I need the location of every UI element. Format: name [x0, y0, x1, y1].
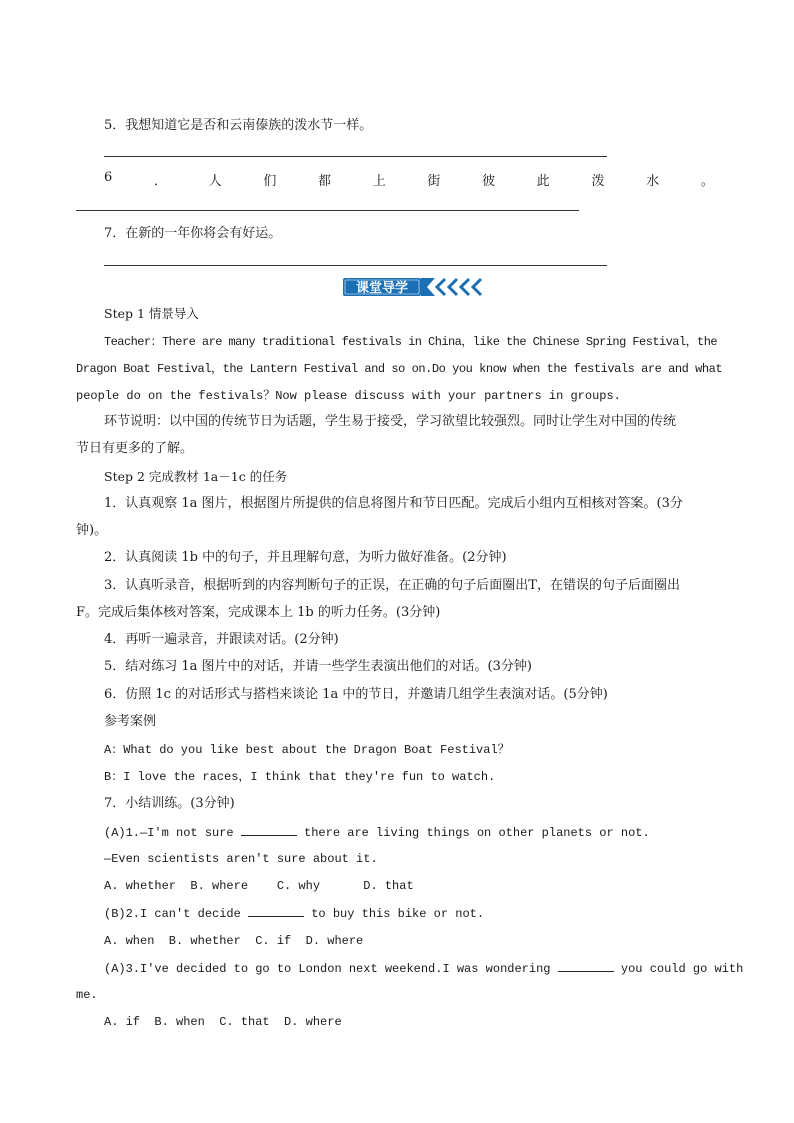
step2-task3-line1: 3．认真听录音，根据听到的内容判断句子的正误，在正确的句子后面圈出T，在错误的句子后面圈出 [104, 578, 680, 593]
exercise-q1-stem-end: there are living things on other planets or not. [304, 826, 650, 840]
step1-teacher-line2: Dragon Boat Festival，the Lantern Festival and so on.Do you know when the festivals are and what [76, 362, 723, 376]
q6-char: 彼 [482, 174, 496, 189]
exercise-q2 [104, 905, 484, 922]
step1-note-line2: 节日有更多的了解。 [76, 441, 194, 456]
step2-task6: 6．仿照 1c 的对话形式与搭档来谈论 1a 中的节日，并邀请几组学生表演对话。(5分钟) [104, 687, 608, 702]
chevron-left-icon [449, 279, 457, 295]
reference-title: 参考案例 [104, 714, 157, 729]
answer-line-q6[interactable] [76, 210, 579, 211]
exercise-q2-options: A. when B. whether C. if D. where [104, 934, 364, 948]
exercise-q1-reply: —Even scientists aren't sure about it. [104, 852, 378, 866]
exercise-q1 [104, 824, 650, 841]
reference-line-b: B：I love the races，I think that they're fun to watch. [104, 770, 496, 784]
q6-char: 都 [318, 174, 332, 189]
q6-char: 此 [536, 174, 550, 189]
q6-char: 们 [263, 174, 277, 189]
exercise-q1-options: A. whether B. where C. why D. that [104, 879, 414, 893]
exercise-q2-blank[interactable] [248, 905, 304, 917]
reference-line-a: A：What do you like best about the Dragon Boat Festival？ [104, 743, 510, 757]
chevron-left-icon [437, 279, 445, 295]
step1-teacher-line1: Teacher：There are many traditional festivals in China，like the Chinese Spring Festival，the [104, 335, 718, 349]
q6-char: 。 [700, 174, 714, 189]
exercise-q3-blank[interactable] [558, 960, 614, 972]
q6-char: 6 [104, 170, 113, 185]
exercise-q3-options: A. if B. when C. that D. where [104, 1015, 342, 1029]
answer-line-q5[interactable] [104, 156, 607, 157]
q6-char: 街 [427, 174, 441, 189]
q6-char: 上 [372, 174, 386, 189]
step2-task3-line2: F。完成后集体核对答案，完成课本上 1b 的听力任务。(3分钟) [76, 605, 441, 620]
translation-q6 [104, 170, 714, 189]
step2-task4: 4．再听一遍录音，并跟读对话。(2分钟) [104, 632, 339, 647]
step1-note-line1: 环节说明：以中国的传统节日为话题，学生易于接受，学习欲望比较强烈。同时让学生对中国的传统 [104, 414, 677, 429]
translation-q7: 7．在新的一年你将会有好运。 [104, 226, 282, 241]
q6-char: 泼 [591, 174, 605, 189]
step2-task1-line2: 钟)。 [76, 523, 108, 538]
step2-task5: 5．结对练习 1a 图片中的对话，并请一些学生表演出他们的对话。(3分钟) [104, 659, 532, 674]
step2-task2: 2．认真阅读 1b 中的句子，并且理解句意，为听力做好准备。(2分钟) [104, 550, 507, 565]
step1-teacher-line3: people do on the festivals？Now please discuss with your partners in groups. [76, 389, 621, 403]
step2-title: Step 2 完成教材 1a－1c 的任务 [104, 469, 288, 484]
chevron-left-icon [461, 279, 469, 295]
answer-line-q7[interactable] [104, 265, 607, 266]
exercise-q3-stem: (A)3.I've decided to go to London next weekend.I was wondering [104, 962, 551, 976]
exercise-q2-stem: (B)2.I can't decide [104, 907, 241, 921]
banner-title: 课堂导学 [355, 281, 409, 296]
banner-tail-icon [421, 278, 435, 296]
translation-q5: 5．我想知道它是否和云南傣族的泼水节一样。 [104, 118, 373, 133]
exercise-q3-continued: me. [76, 988, 98, 1002]
exercise-q3-stem-end: you could go with [620, 962, 744, 976]
step2-task7: 7．小结训练。(3分钟) [104, 796, 235, 811]
q6-char: 人 [208, 174, 222, 189]
step2-task1-line1: 1．认真观察 1a 图片，根据图片所提供的信息将图片和节日匹配。完成后小组内互相核对答案。(3分 [104, 496, 683, 511]
q6-char: ． [153, 174, 167, 189]
exercise-q1-stem: (A)1.—I'm not sure [104, 826, 234, 840]
q6-char: 水 [646, 174, 660, 189]
exercise-q1-blank[interactable] [241, 824, 297, 836]
step1-title: Step 1 情景导入 [104, 306, 199, 321]
exercise-q2-stem-end: to buy this bike or not. [311, 907, 485, 921]
section-banner [343, 277, 483, 297]
chevron-left-icon [473, 279, 481, 295]
exercise-q3 [104, 960, 743, 977]
